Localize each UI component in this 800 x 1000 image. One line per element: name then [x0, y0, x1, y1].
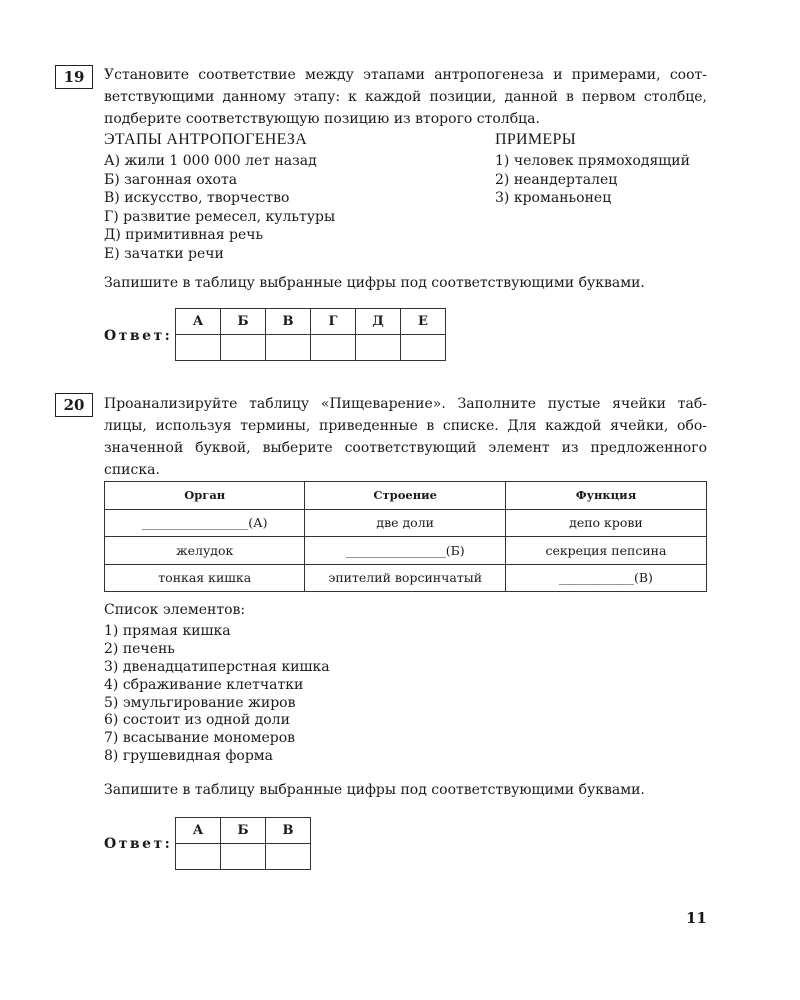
list-item: Е) зачатки речи	[104, 245, 224, 262]
table-header: Функция	[505, 482, 706, 510]
answer-cell[interactable]	[356, 335, 401, 361]
table-row	[105, 509, 707, 537]
table-row	[105, 564, 707, 592]
list-item: Д) примитивная речь	[104, 227, 264, 244]
answer-cell[interactable]	[401, 335, 446, 361]
table-cell: секреция пепсина	[505, 537, 706, 565]
table-row	[105, 537, 707, 565]
stages-heading: ЭТАПЫ АНТРОПОГЕНЕЗА	[104, 131, 308, 148]
list-item: 1) человек прямоходящий	[495, 153, 690, 169]
answer-cell[interactable]	[266, 335, 311, 361]
table-cell: желудок	[105, 537, 305, 565]
list-item: Г) развитие ремесел, культуры	[104, 208, 336, 225]
list-item: 4) сбраживание клетчатки	[104, 676, 304, 693]
task-number-20: 20	[55, 393, 93, 417]
answer-cell[interactable]	[176, 844, 221, 870]
list-item: 7) всасывание мономеров	[104, 730, 296, 747]
answer-cell[interactable]	[266, 844, 311, 870]
question-line: подберите соответствующую позицию из второго столбца.	[104, 111, 540, 127]
page-number: 11	[686, 909, 707, 927]
list-item: 6) состоит из одной доли	[104, 712, 290, 729]
list-item: 1) прямая кишка	[104, 623, 231, 639]
list-item: 5) эмульгирование жиров	[104, 694, 296, 711]
list-item: 2) неандерталец	[495, 171, 618, 188]
table-header: Орган	[105, 482, 305, 510]
answer-col-header: В	[266, 309, 311, 335]
answer-cell[interactable]	[221, 844, 266, 870]
digestion-table	[104, 481, 707, 592]
answer-cell[interactable]	[311, 335, 356, 361]
question-line: значенной буквой, выберите соответствующий элемент из предложенного	[104, 440, 707, 456]
answer-table-20	[175, 817, 311, 870]
task19-question	[104, 64, 707, 130]
answer-label-20: Ответ:	[104, 836, 173, 852]
answer-col-header: А	[176, 309, 221, 335]
instruction-20: Запишите в таблицу выбранные цифры под соответствующими буквами.	[104, 782, 645, 798]
answer-table-19	[175, 308, 446, 361]
list-item: 2) печень	[104, 640, 175, 657]
answer-cell[interactable]	[176, 335, 221, 361]
stages-list	[104, 152, 335, 264]
list-item: А) жили 1 000 000 лет назад	[104, 153, 317, 169]
answer-col-header: Д	[356, 309, 401, 335]
task20-question	[104, 393, 707, 481]
question-line: лицы, используя термины, приведенные в списке. Для каждой ячейки, обо-	[104, 418, 707, 434]
answer-col-header: Е	[401, 309, 446, 335]
task-number-19: 19	[55, 65, 93, 89]
answer-cell[interactable]	[221, 335, 266, 361]
table-cell: депо крови	[505, 509, 706, 537]
examples-list	[495, 152, 690, 208]
table-header: Строение	[305, 482, 505, 510]
table-cell: ____________(В)	[505, 564, 706, 592]
list-item: В) искусство, творчество	[104, 190, 290, 207]
table-cell: две доли	[305, 509, 505, 537]
answer-col-header: Б	[221, 818, 266, 844]
table-cell: _________________(А)	[105, 509, 305, 537]
answer-col-header: А	[176, 818, 221, 844]
question-line: списка.	[104, 462, 160, 478]
instruction-19: Запишите в таблицу выбранные цифры под соответствующими буквами.	[104, 275, 645, 291]
table-cell: ________________(Б)	[305, 537, 505, 565]
list-item: 8) грушевидная форма	[104, 748, 274, 765]
answer-col-header: В	[266, 818, 311, 844]
elements-list-title: Список элементов:	[104, 602, 246, 618]
examples-heading: ПРИМЕРЫ	[495, 131, 576, 148]
elements-list	[104, 622, 330, 765]
table-cell: эпителий ворсинчатый	[305, 564, 505, 592]
table-cell: тонкая кишка	[105, 564, 305, 592]
list-item: 3) кроманьонец	[495, 190, 612, 207]
list-item: 3) двенадцатиперстная кишка	[104, 658, 330, 675]
answer-col-header: Б	[221, 309, 266, 335]
answer-col-header: Г	[311, 309, 356, 335]
question-line: Проанализируйте таблицу «Пищеварение». Заполните пустые ячейки таб-	[104, 396, 707, 412]
question-line: Установите соответствие между этапами антропогенеза и примерами, соот-	[104, 67, 707, 83]
question-line: ветствующими данному этапу: к каждой позиции, данной в первом столбце,	[104, 89, 707, 105]
list-item: Б) загонная охота	[104, 171, 238, 188]
answer-label-19: Ответ:	[104, 328, 173, 344]
